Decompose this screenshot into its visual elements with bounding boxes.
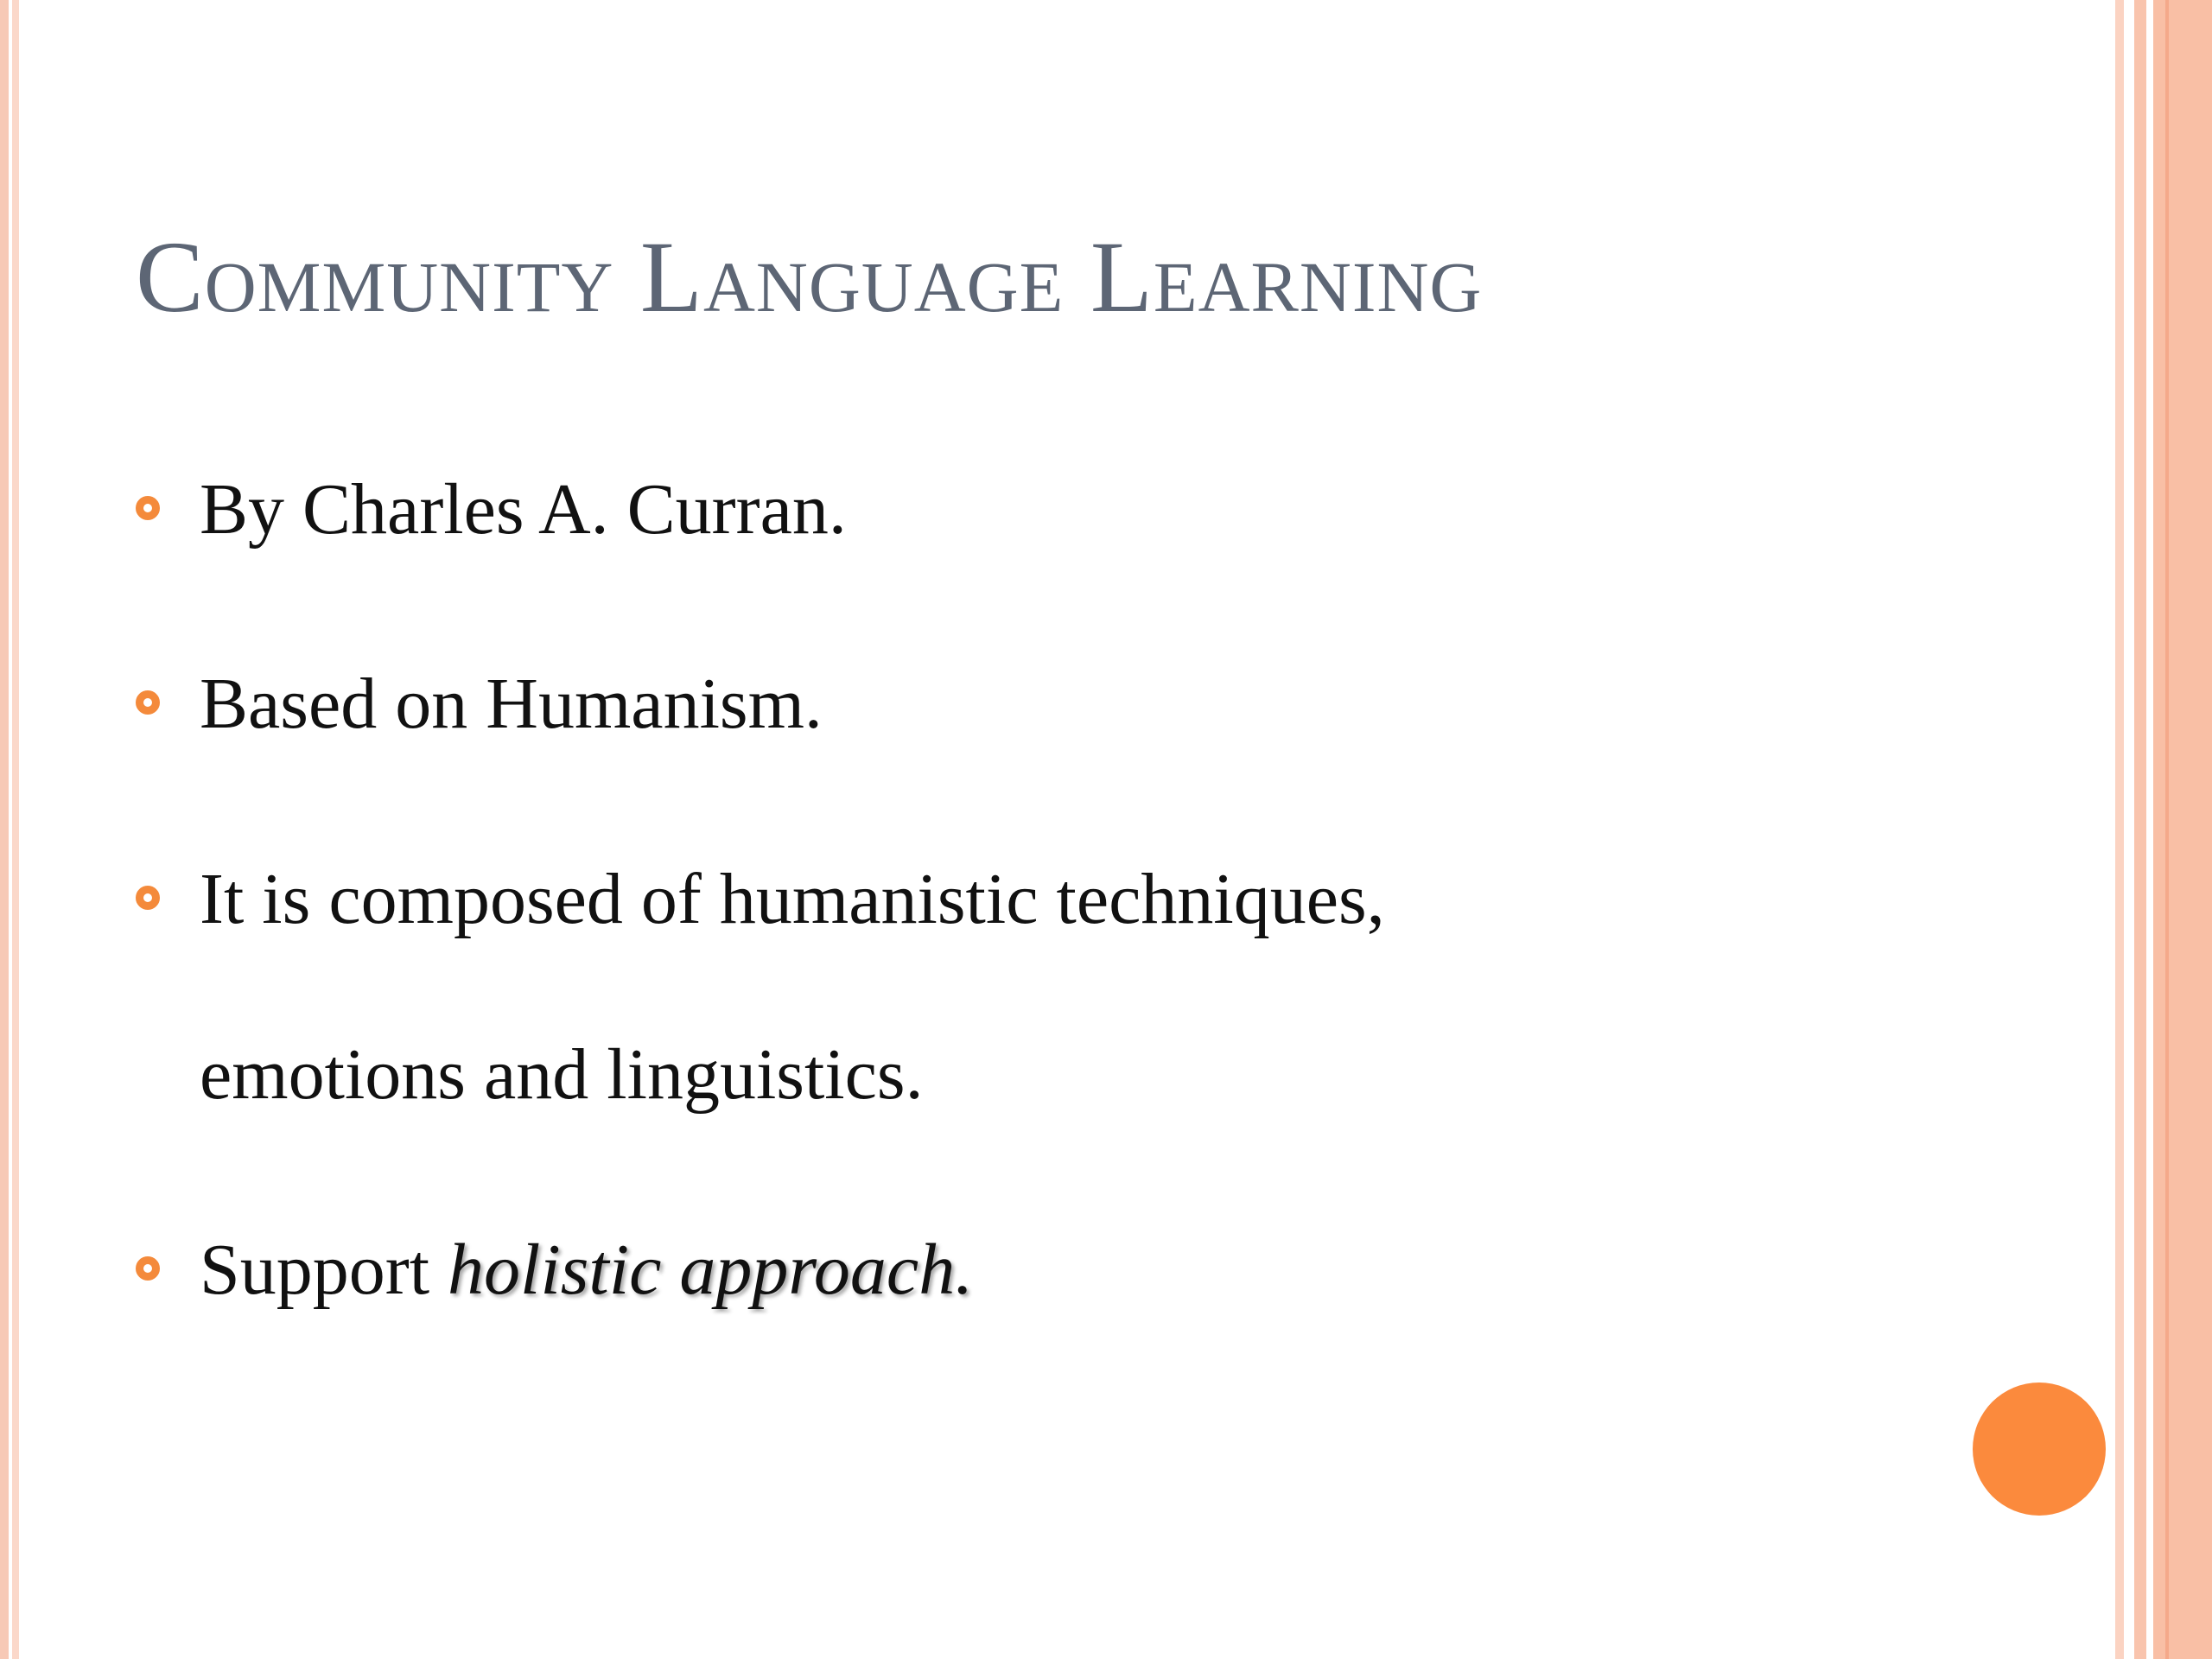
- right-border-gap-1: [2127, 0, 2134, 1659]
- bullet-text-suffix: .: [955, 1230, 974, 1310]
- bullet-text: Based on Humanism.: [200, 664, 823, 744]
- right-border-stripe-line: [2165, 0, 2169, 1659]
- bullet-text: [200, 1230, 974, 1310]
- bullet-text-continuation: emotions and linguistics.: [200, 1034, 924, 1115]
- right-border-stripe-1: [2115, 0, 2124, 1659]
- right-border-gap-2: [2146, 0, 2153, 1659]
- left-border-stripe-inner: [12, 0, 19, 1659]
- orange-circle-icon: [1973, 1382, 2106, 1516]
- bullet-text: By Charles A. Curran.: [200, 469, 847, 550]
- bullet-circle-icon: [136, 1256, 160, 1281]
- bullet-circle-icon: [136, 690, 160, 715]
- slide-title: Community Language Learning: [136, 220, 1483, 334]
- left-border-stripe: [0, 0, 9, 1659]
- bullet-text: It is composed of humanistic techniques,: [200, 859, 1385, 939]
- bullet-circle-icon: [136, 886, 160, 910]
- bullet-circle-icon: [136, 496, 160, 520]
- right-border-stripe-3: [2153, 0, 2212, 1659]
- right-border-stripe-2: [2134, 0, 2146, 1659]
- bullet-text-prefix: Support: [200, 1230, 448, 1310]
- bullet-text-emphasis: holistic approach: [448, 1230, 956, 1310]
